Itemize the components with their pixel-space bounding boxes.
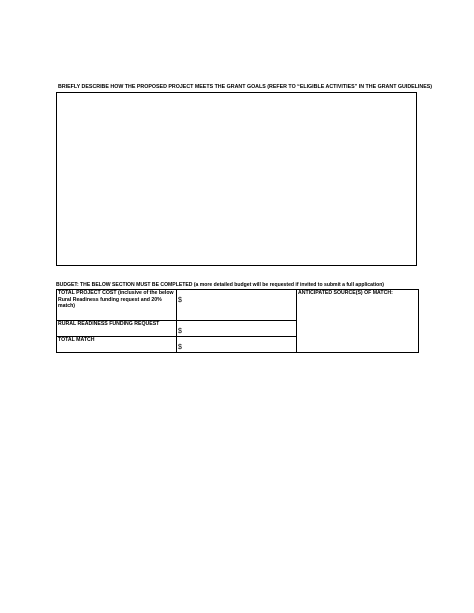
total-match-label: TOTAL MATCH (57, 337, 177, 353)
funding-request-field[interactable]: $ (177, 321, 297, 337)
total-project-cost-label: TOTAL PROJECT COST (inclusive of the below Rural Readiness funding request and 20% match) (57, 290, 177, 321)
funding-request-label: RURAL READINESS FUNDING REQUEST (57, 321, 177, 337)
total-match-field[interactable]: $ (177, 337, 297, 353)
project-description-field[interactable] (56, 92, 417, 266)
project-description-heading: BRIEFLY DESCRIBE HOW THE PROPOSED PROJECT MEETS THE GRANT GOALS (REFER TO “ELIGIBLE ACTIVITIES” IN THE GRANT GUIDELINES) (58, 84, 433, 90)
total-project-cost-field[interactable]: $ (177, 290, 297, 321)
budget-heading: BUDGET: THE BELOW SECTION MUST BE COMPLETED (a more detailed budget will be requested if invited to submit a full application) (56, 282, 385, 288)
match-source-label: ANTICIPATED SOURCE(S) OF MATCH: (298, 290, 393, 296)
budget-table (56, 289, 419, 353)
match-source-field[interactable] (297, 290, 419, 353)
